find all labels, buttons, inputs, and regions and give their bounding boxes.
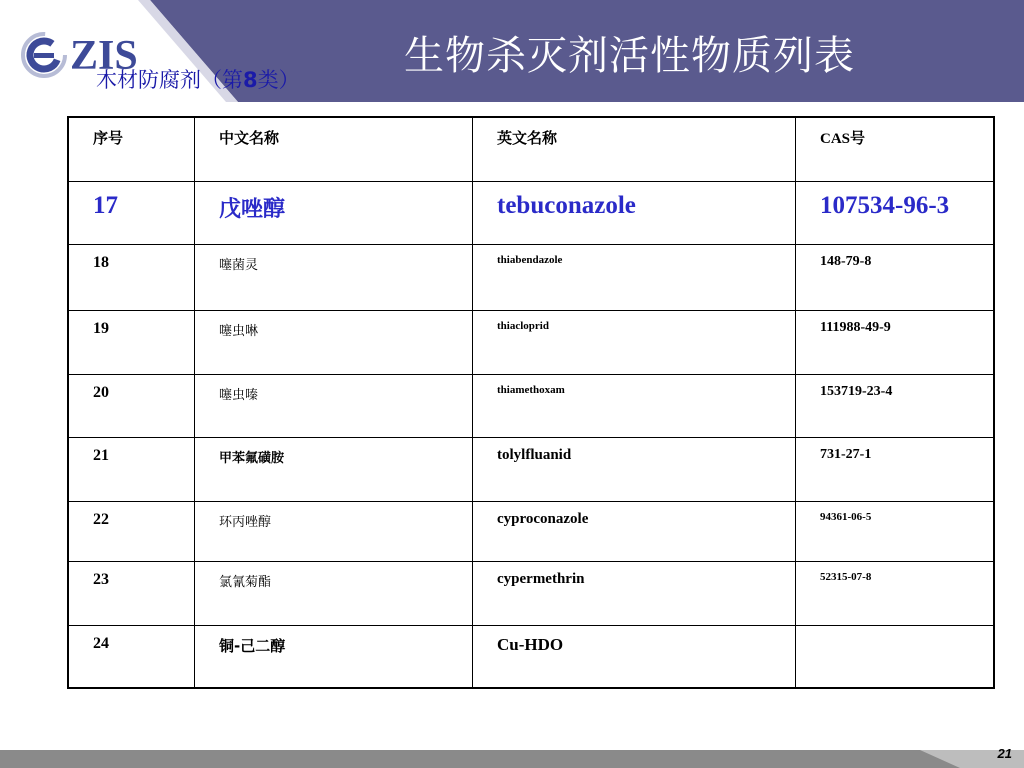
row-cn-name: 氯氰菊酯 <box>219 574 272 590</box>
page-number: 21 <box>997 746 1012 761</box>
table-row <box>68 244 994 310</box>
row-cn-name: 环丙唑醇 <box>219 514 272 530</box>
column-header-cas: CAS号 <box>820 131 866 147</box>
table-row <box>68 561 994 625</box>
row-no: 19 <box>93 319 109 337</box>
row-no: 18 <box>93 253 109 271</box>
row-cas <box>796 626 993 635</box>
row-en-name: cyproconazole <box>497 510 589 527</box>
row-en-name: Cu-HDO <box>497 634 564 654</box>
row-cn-name: 噻虫嗪 <box>219 387 259 403</box>
row-cn-name: 戊唑醇 <box>219 196 286 222</box>
svg-text:ZIS: ZIS <box>70 33 138 79</box>
row-no: 23 <box>93 570 109 588</box>
table-row <box>68 437 994 501</box>
column-header-no: 序号 <box>93 129 124 147</box>
table-row <box>68 501 994 561</box>
row-cas: 107534-96-3 <box>820 191 950 219</box>
column-header-cn-name: 中文名称 <box>219 129 280 147</box>
row-no: 21 <box>93 446 109 464</box>
table-row <box>68 374 994 437</box>
row-no: 24 <box>93 634 109 652</box>
row-no: 17 <box>93 191 118 219</box>
row-cas: 731-27-1 <box>820 446 872 462</box>
row-cn-name: 铜-己二醇 <box>219 636 286 655</box>
table-row <box>68 625 994 688</box>
row-en-name: thiacloprid <box>497 319 549 332</box>
row-cas: 153719-23-4 <box>820 383 893 399</box>
table-row <box>68 181 994 244</box>
row-en-name: tebuconazole <box>497 191 636 219</box>
column-header-en-name: 英文名称 <box>497 129 558 147</box>
row-en-name: thiamethoxam <box>497 383 565 396</box>
row-en-name: cypermethrin <box>497 570 585 587</box>
row-no: 20 <box>93 383 109 401</box>
row-en-name: thiabendazole <box>497 253 563 266</box>
row-cas: 52315-07-8 <box>820 570 872 583</box>
subtitle-number: 8 <box>243 68 258 92</box>
subtitle <box>96 70 300 91</box>
row-cn-name: 甲苯氟磺胺 <box>219 450 285 466</box>
table-header-row <box>68 117 994 181</box>
row-cn-name: 噻虫啉 <box>219 323 259 339</box>
row-cas: 111988-49-9 <box>820 319 891 335</box>
slide-title: 生物杀灭剂活性物质列表 <box>404 33 855 79</box>
table-row <box>68 310 994 374</box>
subtitle-prefix: 木材防腐剂（第 <box>96 68 243 92</box>
row-cas: 148-79-8 <box>820 253 872 269</box>
row-cn-name: 噻菌灵 <box>219 257 259 273</box>
subtitle-suffix: 类） <box>257 68 300 92</box>
substance-table-container <box>67 116 995 689</box>
row-cas: 94361-06-5 <box>820 510 872 523</box>
footer-band <box>0 738 1024 768</box>
row-en-name: tolylfluanid <box>497 446 572 463</box>
row-no: 22 <box>93 510 109 528</box>
substance-table <box>67 116 995 689</box>
